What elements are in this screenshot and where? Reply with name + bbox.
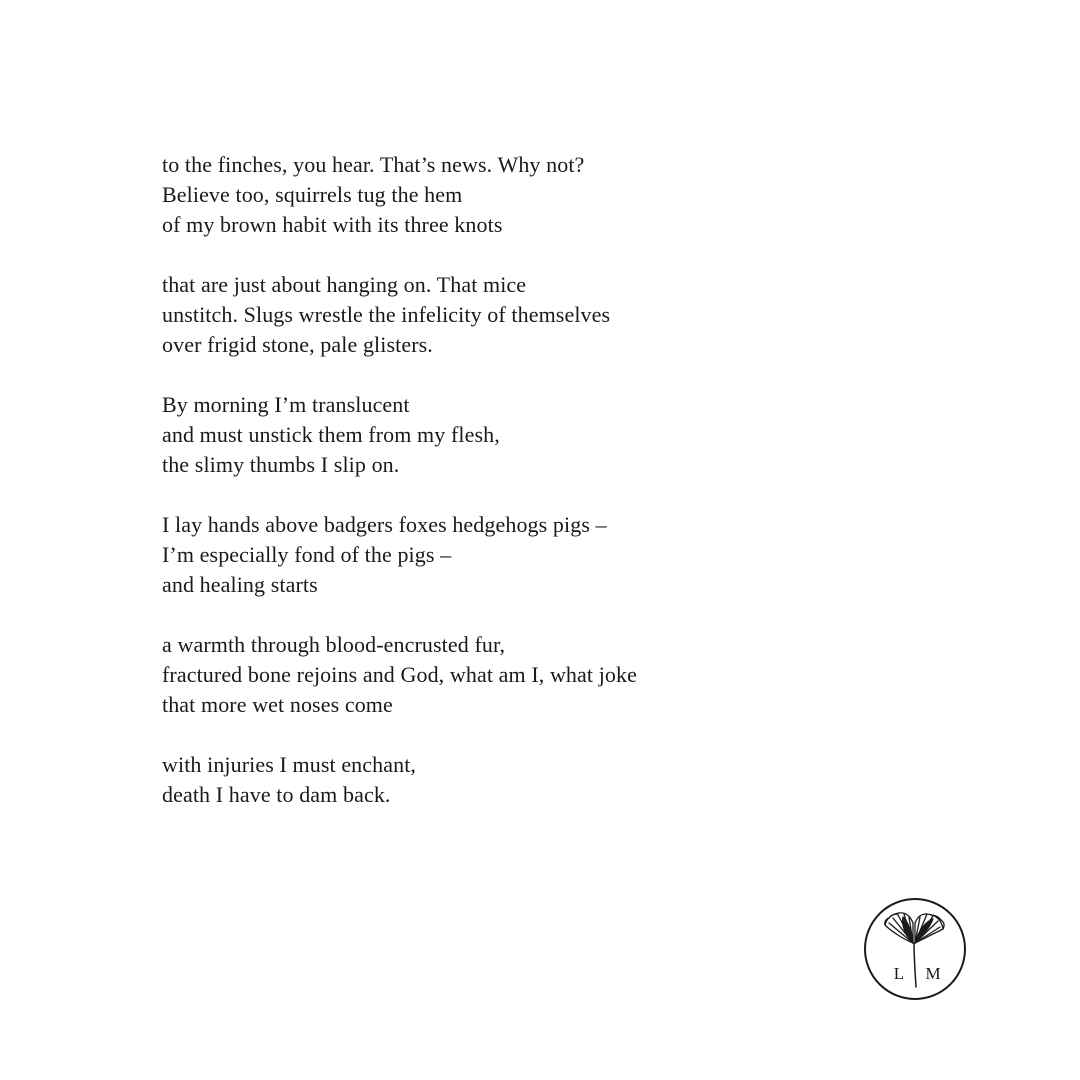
stanza <box>162 390 922 480</box>
poem-line: and must unstick them from my flesh, <box>162 422 500 447</box>
stanza <box>162 150 922 240</box>
logo <box>863 897 967 1001</box>
stanza <box>162 510 922 600</box>
poem-line: I lay hands above badgers foxes hedgehogs pigs – <box>162 512 607 537</box>
poem-line: with injuries I must enchant, <box>162 752 417 777</box>
poem-line: fractured bone rejoins and God, what am I, what joke <box>162 662 637 687</box>
logo-letter-right: M <box>925 964 941 983</box>
stanza <box>162 750 922 810</box>
poem-line: a warmth through blood-encrusted fur, <box>162 632 506 657</box>
poem-line: that more wet noses come <box>162 692 393 717</box>
stanza <box>162 630 922 720</box>
poem-line: death I have to dam back. <box>162 782 391 807</box>
poem-line: I’m especially fond of the pigs – <box>162 542 452 567</box>
poem-line: and healing starts <box>162 572 318 597</box>
ginkgo-leaf-icon <box>863 897 967 1001</box>
poem-line: to the finches, you hear. That’s news. Why not? <box>162 152 585 177</box>
poem-line: of my brown habit with its three knots <box>162 212 503 237</box>
logo-ring <box>865 899 965 999</box>
poem-line: over frigid stone, pale glisters. <box>162 332 433 357</box>
stanza <box>162 270 922 360</box>
poem-line: that are just about hanging on. That mice <box>162 272 527 297</box>
poem-line: unstitch. Slugs wrestle the infelicity of themselves <box>162 302 611 327</box>
poem <box>162 150 922 840</box>
poem-line: By morning I’m translucent <box>162 392 410 417</box>
logo-letter-left: L <box>893 964 905 983</box>
poem-line: the slimy thumbs I slip on. <box>162 452 400 477</box>
poem-line: Believe too, squirrels tug the hem <box>162 182 463 207</box>
